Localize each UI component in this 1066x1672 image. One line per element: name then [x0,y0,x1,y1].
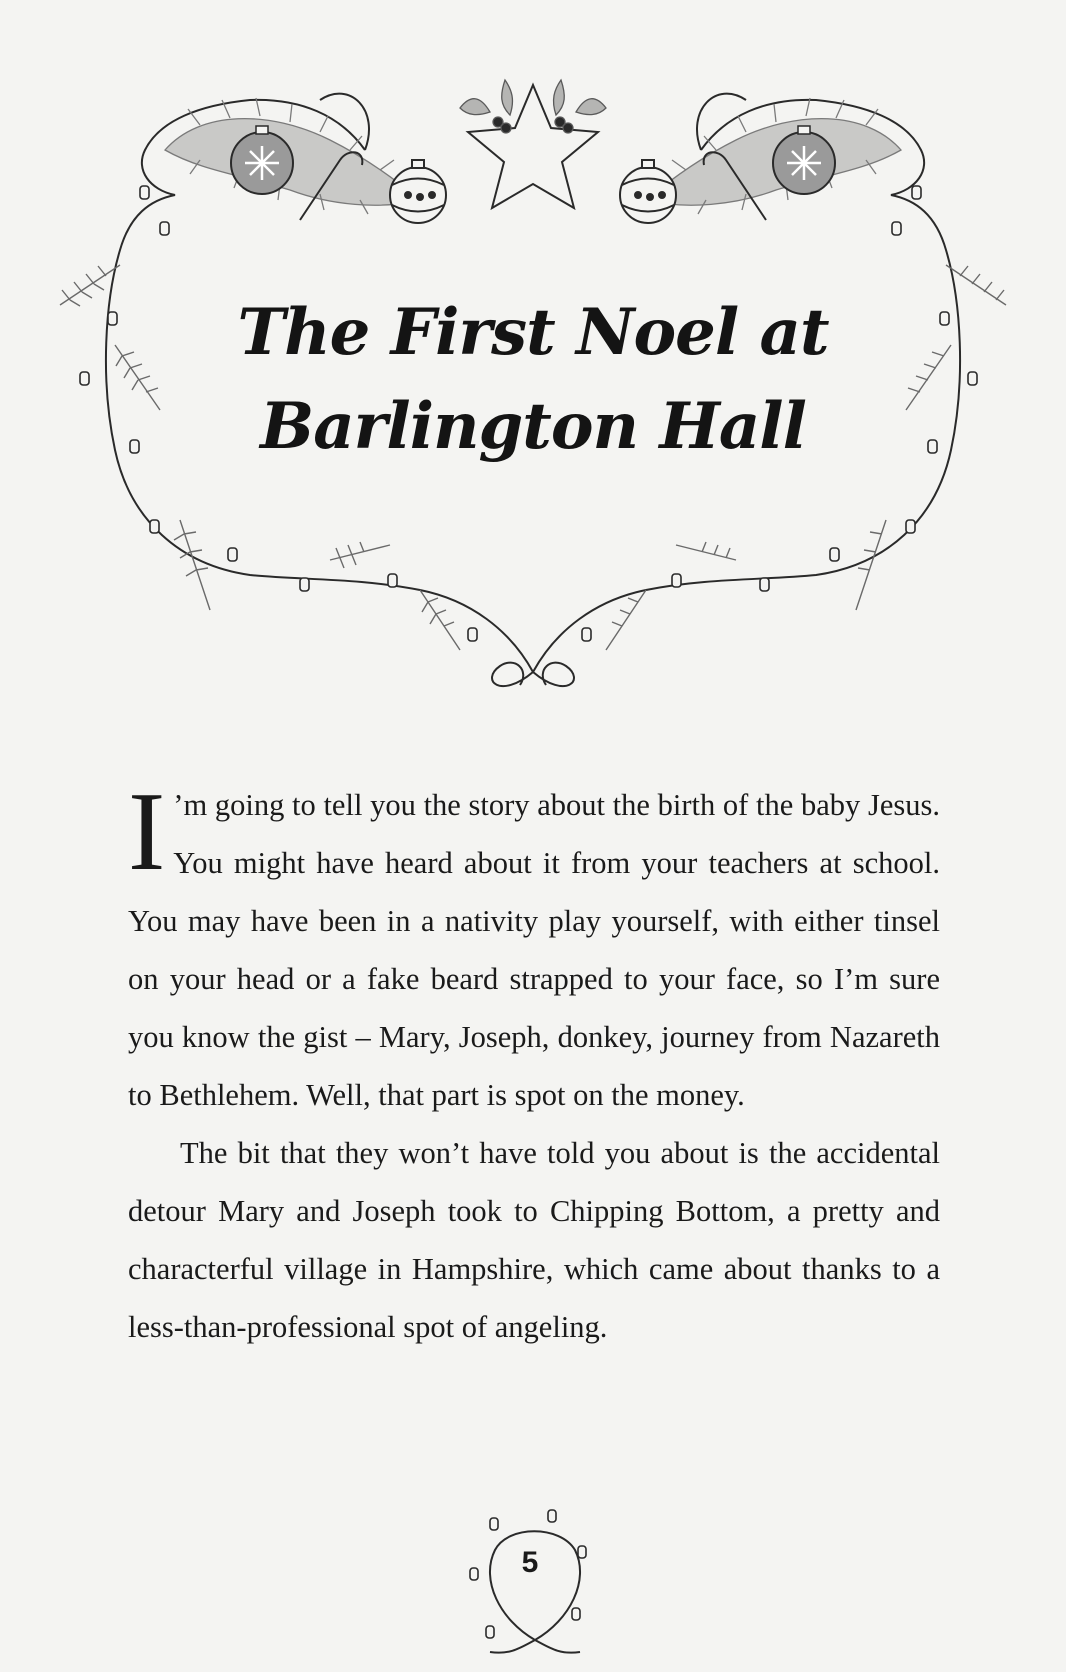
bauble-icon [620,160,676,223]
chapter-title-line-2: Barlington Hall [260,389,806,464]
drop-cap: I [128,770,166,894]
paragraph-1-text: ’m going to tell you the story about the birth of the baby Jesus. You might have heard about it from your teachers at school. You may have been in a nativity play yourself, with either tinsel on your head or a fake beard strapped to your face, so I’m sure you know the gist – Mary, Joseph, donkey, journey from Nazareth to Bethlehem. Well, that part is spot on the money. [128,788,940,1112]
chapter-title-line-1: The First Noel at [237,295,829,370]
snowflake-icon [245,146,279,180]
bauble-icon [390,160,446,223]
chapter-body [128,770,940,1356]
star-icon [468,85,598,208]
paragraph [128,770,940,1124]
page-number: 5 [521,1546,539,1579]
chapter-title [170,286,896,474]
snowflake-icon [787,146,821,180]
paragraph: The bit that they won’t have told you about is the accidental detour Mary and Joseph took to Chipping Bottom, a pretty and characterful village in Hampshire, which came about thanks to a less-than-professional spot of angeling. [128,1136,940,1344]
